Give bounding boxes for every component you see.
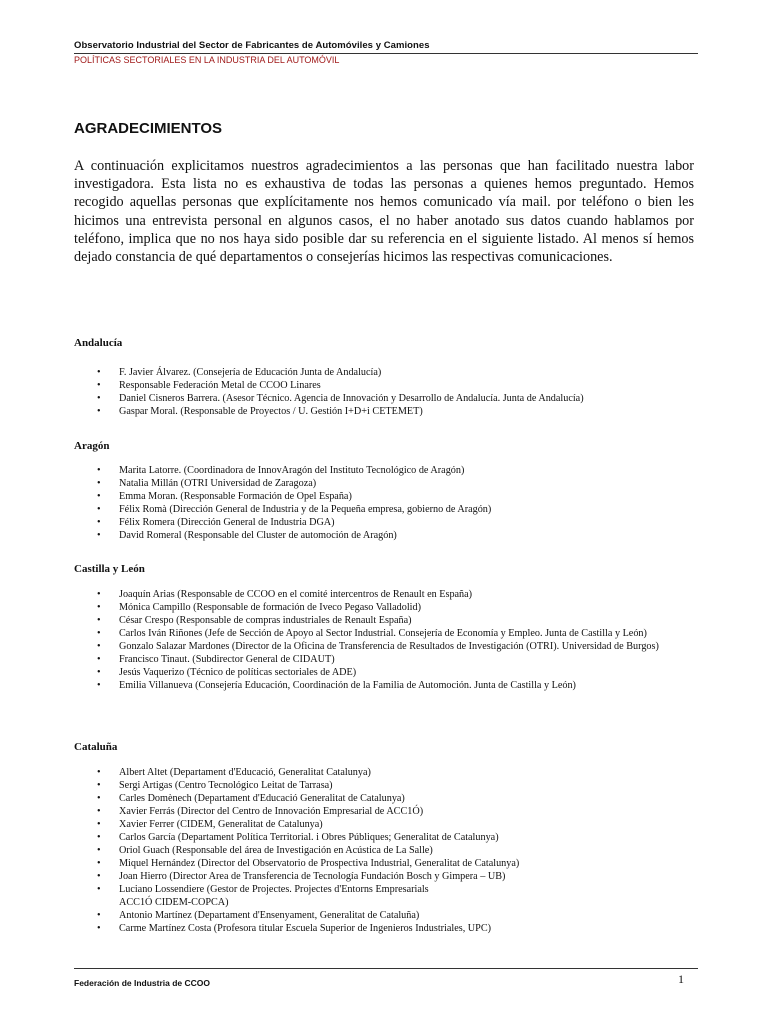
list-item: • Carles Domènech (Departament d'Educació Generalitat de Catalunya) xyxy=(97,793,405,804)
bullet-icon: • xyxy=(97,367,101,378)
list-item: • Emilia Villanueva (Consejería Educación, Coordinación de la Familia de Automoción. Junta de Castilla y León) xyxy=(97,680,576,691)
bullet-icon: • xyxy=(97,858,101,869)
list-item: • Joan Hierro (Director Area de Transferencia de Tecnología Fundación Bosch y Gimpera – UB) xyxy=(97,871,506,882)
section-andalucia xyxy=(74,337,694,418)
bullet-icon: • xyxy=(97,680,101,691)
list-item: • Albert Altet (Departament d'Educació, Generalitat Catalunya) xyxy=(97,767,371,778)
list-item: • Xavier Ferrer (CIDEM, Generalitat de Catalunya) xyxy=(97,819,323,830)
bullet-icon: • xyxy=(97,767,101,778)
bullet-icon: • xyxy=(97,504,101,515)
list-item: • Félix Romà (Dirección General de Industria y de la Pequeña empresa, gobierno de Aragón) xyxy=(97,504,492,515)
section-title: Andalucía xyxy=(74,337,123,349)
list-item: • Carlos Iván Riñones (Jefe de Sección de Apoyo al Sector Industrial. Consejería de Economía y Empleo. Junta de Castilla y León) xyxy=(97,628,647,639)
header-subtitle: POLÍTICAS SECTORIALES EN LA INDUSTRIA DEL AUTOMÓVIL xyxy=(74,55,340,65)
bullet-icon: • xyxy=(97,910,101,921)
bullet-icon: • xyxy=(97,406,101,417)
header-title: Observatorio Industrial del Sector de Fabricantes de Automóviles y Camiones xyxy=(74,40,698,54)
page-number: 1 xyxy=(678,972,684,986)
bullet-icon: • xyxy=(97,589,101,600)
list-item: • Sergi Artigas (Centro Tecnológico Leitat de Tarrasa) xyxy=(97,780,333,791)
bullet-icon: • xyxy=(97,845,101,856)
page-header xyxy=(74,40,698,65)
list-item: • Responsable Federación Metal de CCOO Linares xyxy=(97,380,321,391)
section-title: Castilla y León xyxy=(74,563,145,575)
list-item: • Carlos García (Departament Política Territorial. i Obres Públiques; Generalitat de Catalunya) xyxy=(97,832,499,843)
bullet-icon: • xyxy=(97,654,101,665)
bullet-icon: • xyxy=(97,667,101,678)
bullet-icon: • xyxy=(97,530,101,541)
list-item: • Daniel Cisneros Barrera. (Asesor Técnico. Agencia de Innovación y Desarrollo de Andalucía. Junta de Andalucía) xyxy=(97,393,584,404)
list-item: • Jesús Vaquerizo (Técnico de políticas sectoriales de ADE) xyxy=(97,667,357,678)
bullet-icon: • xyxy=(97,806,101,817)
list-item: • F. Javier Álvarez. (Consejería de Educación Junta de Andalucía) xyxy=(97,367,382,378)
list-item: • Natalia Millán (OTRI Universidad de Zaragoza) xyxy=(97,478,317,489)
list-item: • Antonio Martínez (Departament d'Ensenyament, Generalitat de Cataluña) xyxy=(97,910,420,921)
section-list xyxy=(74,588,694,692)
list-item: • Mónica Campillo (Responsable de formación de Iveco Pegaso Valladolid) xyxy=(97,602,421,613)
list-item: • Francisco Tinaut. (Subdirector General de CIDAUT) xyxy=(97,654,335,665)
bullet-icon: • xyxy=(97,478,101,489)
bullet-icon: • xyxy=(97,884,101,895)
section-title: Cataluña xyxy=(74,741,118,753)
list-item: • Gaspar Moral. (Responsable de Proyectos / U. Gestión I+D+i CETEMET) xyxy=(97,406,423,417)
list-item: • Miquel Hernández (Director del Observatorio de Prospectiva Industrial, Generalitat de Catalunya) xyxy=(97,858,520,869)
list-item: • Xavier Ferrás (Director del Centro de Innovación Empresarial de ACC1Ó) xyxy=(97,806,424,817)
list-item: • César Crespo (Responsable de compras industriales de Renault España) xyxy=(97,615,412,626)
bullet-icon: • xyxy=(97,628,101,639)
bullet-icon: • xyxy=(97,393,101,404)
bullet-icon: • xyxy=(97,380,101,391)
list-item: • Oriol Guach (Responsable del área de Investigación en Acústica de La Salle) xyxy=(97,845,433,856)
bullet-icon: • xyxy=(97,923,101,934)
bullet-icon: • xyxy=(97,615,101,626)
section-aragon xyxy=(74,440,694,542)
page-title: AGRADECIMIENTOS xyxy=(74,120,223,137)
list-item: • David Romeral (Responsable del Cluster de automoción de Aragón) xyxy=(97,530,397,541)
bullet-icon: • xyxy=(97,832,101,843)
section-castilla-y-leon xyxy=(74,563,694,692)
bullet-icon: • xyxy=(97,491,101,502)
list-item: • Emma Moran. (Responsable Formación de Opel España) xyxy=(97,491,352,502)
bullet-icon: • xyxy=(97,819,101,830)
section-list xyxy=(74,464,694,542)
section-cataluna xyxy=(74,741,694,935)
section-list xyxy=(74,766,694,935)
list-item: • Marita Latorre. (Coordinadora de InnovAragón del Instituto Tecnológico de Aragón) xyxy=(97,465,465,476)
bullet-icon: • xyxy=(97,871,101,882)
list-item: • Luciano Lossendiere (Gestor de Projectes. Projectes d'Entorns Empresarials ACC1Ó CIDEM-COPCA) xyxy=(97,884,429,908)
bullet-icon: • xyxy=(97,780,101,791)
bullet-icon: • xyxy=(97,602,101,613)
bullet-icon: • xyxy=(97,793,101,804)
page-footer xyxy=(74,968,698,991)
bullet-icon: • xyxy=(97,517,101,528)
bullet-icon: • xyxy=(97,465,101,476)
intro-paragraph: A continuación explicitamos nuestros agradecimientos a las personas que han facilitado nuestra labor investigadora. Esta lista no es exhaustiva de todas las personas a quienes hemos preguntado. Hemos recogido aquellas personas que explícitamente nos hemos comunicado vía mail. por teléfono o bien les hicimos una entrevista personal en algunos casos, el no haber anotado sus datos cuando hablamos por teléfono, implica que no nos haya sido posible dar su referencia en el siguiente listado. Al menos sí hemos dejado constancia de qué departamentos o consejerías hicimos las respectivas comunicaciones. xyxy=(74,158,694,266)
list-item: • Félix Romera (Dirección General de Industria DGA) xyxy=(97,517,335,528)
section-title: Aragón xyxy=(74,440,110,452)
section-list xyxy=(74,366,694,418)
footer-text: Federación de Industria de CCOO xyxy=(74,978,211,988)
list-item: • Gonzalo Salazar Mardones (Director de la Oficina de Transferencia de Resultados de Investigación (OTRI). Universidad de Burgos) xyxy=(97,641,659,652)
list-item: • Joaquín Arias (Responsable de CCOO en el comité intercentros de Renault en España) xyxy=(97,589,473,600)
list-item: • Carme Martínez Costa (Profesora titular Escuela Superior de Ingenieros Industriales, UPC) xyxy=(97,923,492,934)
bullet-icon: • xyxy=(97,641,101,652)
